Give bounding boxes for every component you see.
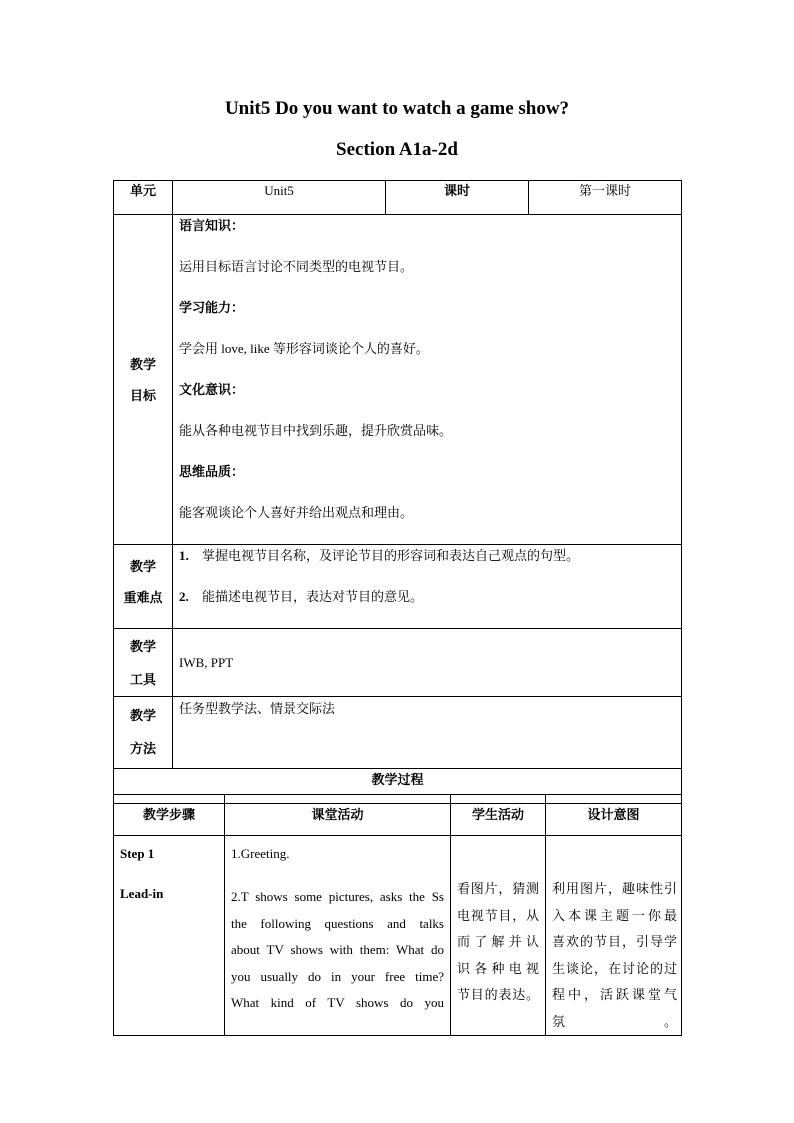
activity-cell xyxy=(225,836,451,1036)
column-header: 设计意图 xyxy=(546,795,682,836)
methods-row xyxy=(114,697,682,769)
key-points-label-1: 教学 xyxy=(129,559,156,574)
design-intent-line: 利用图片，趣味性引 xyxy=(552,881,677,896)
column-header: 教学步骤 xyxy=(114,795,225,836)
key-points-label-2: 重难点 xyxy=(123,590,163,605)
document-subtitle: Section A1a-2d xyxy=(336,139,458,160)
tools-row xyxy=(114,629,682,697)
key-points-label xyxy=(114,545,173,629)
activity-line: What kind of TV shows do you xyxy=(231,995,444,1010)
methods-label-2: 方法 xyxy=(129,741,156,756)
unit-label: 单元 xyxy=(114,181,173,215)
key-point-number: 1. xyxy=(179,548,189,563)
objective-heading: 学习能力： xyxy=(179,300,245,315)
student-activity-line: 节目的表达。 xyxy=(457,987,539,1002)
design-intent-line: 入本课主题一你最 xyxy=(552,907,677,923)
objectives-content xyxy=(173,215,682,545)
column-header: 课堂活动 xyxy=(225,795,451,836)
methods-label xyxy=(114,697,173,769)
activity-line: about TV shows with them: What do xyxy=(231,942,444,957)
objectives-label xyxy=(114,215,173,545)
objective-heading: 思维品质： xyxy=(179,464,245,479)
design-intent-line: 程中，活跃课堂气氛。 xyxy=(552,987,677,1029)
activity-item: 1.Greeting. xyxy=(231,846,290,861)
design-intent-cell xyxy=(546,836,682,1036)
objectives-row xyxy=(114,215,682,545)
objectives-label-2: 目标 xyxy=(129,387,156,403)
info-row xyxy=(114,181,682,215)
column-header: 学生活动 xyxy=(451,795,546,836)
objective-text: 能从各种电视节目中找到乐趣，提升欣赏品味。 xyxy=(179,423,453,438)
process-table xyxy=(113,794,682,1036)
period-value: 第一课时 xyxy=(529,181,682,215)
process-header-row xyxy=(114,795,682,836)
tools-label-2: 工具 xyxy=(129,672,156,687)
design-intent-line: 生谈论，在讨论的过 xyxy=(552,960,677,976)
objective-text: 学会用 love, like 等形容词谈论个人的喜好。 xyxy=(179,341,429,356)
key-point-text: 掌握电视节目名称，及评论节目的形容词和表达自己观点的句型。 xyxy=(202,548,580,563)
period-label: 课时 xyxy=(386,181,529,215)
lesson-plan-table xyxy=(113,180,682,804)
objective-heading: 语言知识： xyxy=(179,218,245,233)
key-point-text: 能描述电视节目，表达对节目的意见。 xyxy=(202,589,424,604)
key-points-row xyxy=(114,545,682,629)
design-intent-line: 喜欢的节目，引导学 xyxy=(552,934,677,949)
step-name: Step 1 xyxy=(120,846,155,861)
step-row xyxy=(114,836,682,1036)
methods-value: 任务型教学法、情景交际法 xyxy=(173,697,682,769)
student-activity-line: 识各种电视 xyxy=(457,960,539,976)
tools-label-1: 教学 xyxy=(129,639,156,654)
activity-line: the following questions and talks xyxy=(231,915,444,931)
key-point-item xyxy=(179,546,681,587)
step-subtitle: Lead-in xyxy=(120,886,164,901)
key-point-number: 2. xyxy=(179,589,189,604)
unit-value: Unit5 xyxy=(173,181,386,215)
process-heading: 教学过程 xyxy=(114,769,682,804)
student-activity-line: 而了解并认 xyxy=(457,934,539,949)
document-title: Unit5 Do you want to watch a game show? xyxy=(224,98,570,119)
methods-label-1: 教学 xyxy=(129,708,156,723)
activity-line: you usually do in your free time? xyxy=(231,968,444,984)
student-activity-line: 看图片，猜测 xyxy=(457,881,539,896)
objective-heading: 文化意识： xyxy=(179,382,245,397)
key-point-item xyxy=(179,587,681,628)
key-points-content xyxy=(173,545,682,629)
tools-label xyxy=(114,629,173,697)
objectives-label-1: 教学 xyxy=(129,356,156,372)
activity-line: 2.T shows some pictures, asks the Ss xyxy=(231,889,444,904)
student-activity-cell xyxy=(451,836,546,1036)
objective-text: 能客观谈论个人喜好并给出观点和理由。 xyxy=(179,505,414,520)
step-cell xyxy=(114,836,225,1036)
objective-text: 运用目标语言讨论不同类型的电视节目。 xyxy=(179,259,414,274)
student-activity-line: 电视节目，从 xyxy=(457,907,539,923)
tools-value: IWB, PPT xyxy=(173,629,682,697)
